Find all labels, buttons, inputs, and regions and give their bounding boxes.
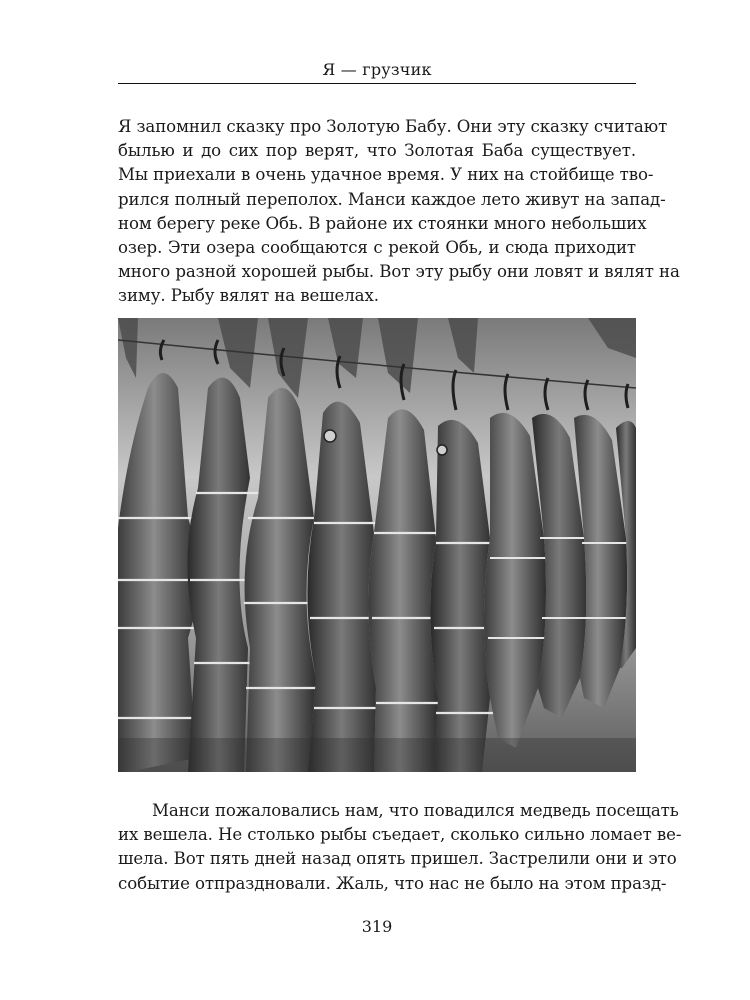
page-number: 319 <box>361 917 393 936</box>
text-line: их вешела. Не столько рыбы съедает, сколько сильно ломает ве- <box>118 825 682 845</box>
photo-dried-fish <box>118 318 636 772</box>
text-line: Мы приехали в очень удачное время. У них на стойбище тво- <box>118 165 654 185</box>
text-line: зиму. Рыбу вялят на вешелах. <box>118 286 379 306</box>
text-line: событие отпраздновали. Жаль, что нас не было на этом празд- <box>118 873 667 893</box>
photo-illustration <box>118 318 636 772</box>
text-line: ном берегу реке Обь. В районе их стоянки много небольших <box>118 213 647 233</box>
paragraph-2 <box>118 799 682 896</box>
text-line: шела. Вот пять дней назад опять пришел. Застрелили они и это <box>118 849 677 869</box>
text-line: много разной хорошей рыбы. Вот эту рыбу они ловят и вялят на <box>118 262 680 282</box>
text-line: Я запомнил сказку про Золотую Бабу. Они эту сказку считают <box>118 117 668 136</box>
header-rule <box>118 83 636 84</box>
running-head: Я — грузчик <box>322 60 432 79</box>
paragraph-1 <box>118 115 680 309</box>
text-line: озер. Эти озера сообщаются с рекой Обь, и сюда приходит <box>118 238 636 258</box>
text-line: рился полный переполох. Манси каждое лето живут на запад- <box>118 189 666 209</box>
text-line: Манси пожаловались нам, что повадился медведь посещать <box>152 801 679 820</box>
text-line: былью и до сих пор верят, что Золотая Баба существует. <box>118 141 636 161</box>
